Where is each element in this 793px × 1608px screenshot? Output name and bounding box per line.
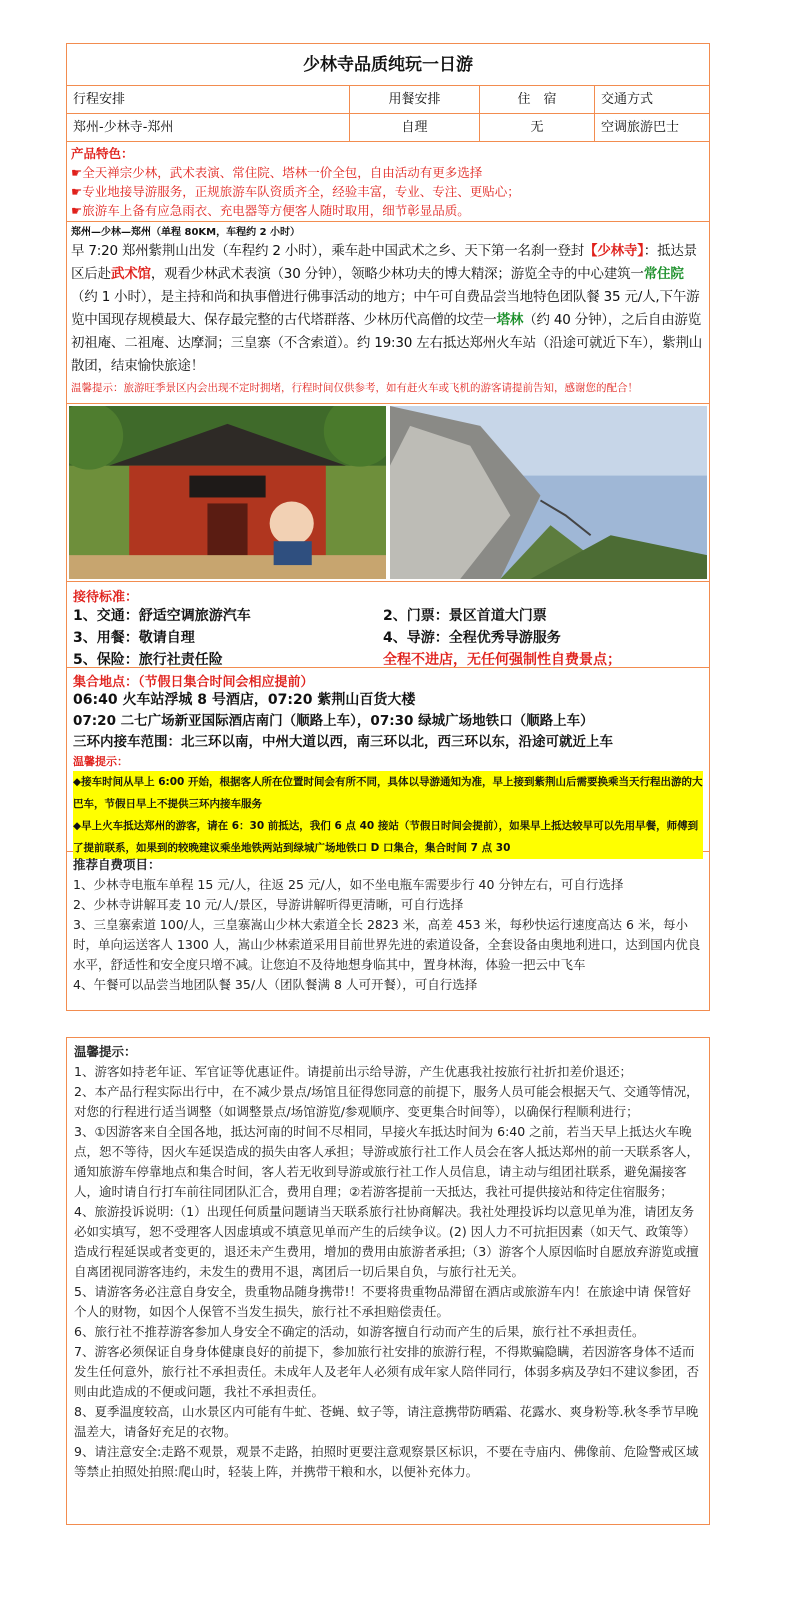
itinerary-text: ，观看少林武术表演（30 分钟），领略少林功夫的博大精深；游览全寺的中心建筑一: [150, 266, 644, 282]
itinerary-subtitle: 郑州—少林—郑州（单程 80KM，车程约 2 小时）: [71, 227, 301, 238]
standards-heading: 接待标准：: [73, 590, 139, 605]
itinerary-warm-tip: 温馨提示：旅游旺季景区内会出现不定时拥堵，行程时间仅供参考，如有赶火车或飞机的游客请提前告知，感谢您的配合！: [71, 382, 638, 394]
standards-section: [67, 582, 709, 668]
meeting-heading: 集合地点：（节假日集合时间会相应提前）: [73, 675, 314, 690]
tip-item: 3、①因游客来自全国各地，抵达河南的时间不尽相同，早接火车抵达时间为 6:40 之前，若当天早上抵达火车晚点，恕不等待，因火车延误造成的损失由客人承担；导游或旅行社工作人员会在客人抵达郑州的前一天联系客人，通知旅游车停靠地点和集合时间，客人若无收到导游或旅行社工作人员信息，请主动与组团社联系，避免漏接客人，逾时请自行打车前往同团队汇合，费用自理；②若游客提前一天抵达，我社可提供接站和待定住宿服务；: [74, 1124, 700, 1199]
features-section: [67, 142, 709, 222]
meeting-highlight: ◆接车时间从早上 6:00 开始，根据客人所在位置时间会有所不同，具体以导游通知为准，早上接到紫荆山后需要换乘当天行程出游的大巴车，节假日早上不提供三环内接车服务: [73, 771, 703, 815]
recommend-item: 4、午餐可以品尝当地团队餐 35/人（团队餐满 8 人可开餐），可自行选择: [73, 977, 478, 992]
itinerary-section: [67, 222, 709, 404]
tip-item: 1、游客如持老年证、军官证等优惠证件。请提前出示给导游，产生优惠我社按旅行社折扣差价退还；: [74, 1064, 632, 1079]
standard-item: 2、门票：景区首道大门票: [383, 608, 547, 624]
itinerary-text: ：抵达景区后赴: [71, 243, 697, 282]
header-itinerary: 行程安排: [67, 86, 350, 113]
itinerary-highlight: 【少林寺】: [584, 243, 644, 259]
header-transport: 交通方式: [601, 92, 654, 107]
summary-route: 郑州-少林寺-郑州: [67, 114, 350, 141]
standard-item: 3、用餐：敬请自理: [73, 630, 195, 646]
tour-card: [66, 43, 710, 1011]
header-meal: 用餐安排: [350, 86, 480, 113]
summary-hotel: 无: [480, 114, 595, 141]
pickup-range: 三环内接车范围：北三环以南，中州大道以西，南三环以北，西三环以东，沿途可就近上车: [73, 734, 613, 750]
recommend-item: 2、少林寺讲解耳麦 10 元/人/景区，导游讲解听得更清晰，可自行选择: [73, 897, 464, 912]
header-row: [67, 86, 709, 114]
features-heading: 产品特色：: [71, 146, 134, 161]
recommend-heading: 推荐自费项目：: [73, 857, 161, 872]
meeting-highlight: ◆早上火车抵达郑州的游客，请在 6：30 前抵达，我们 6 点 40 接站（节假日时间会提前），如果早上抵达较早可以先用早餐，师傅到了提前联系，如果到的较晚建议乘坐地铁两站到绿城广场地铁口 D 口集合，集合时间 7 点 30: [73, 815, 703, 859]
meeting-line: 07:20 二七广场新亚国际酒店南门（顺路上车），07:30 绿城广场地铁口（顺路上车）: [73, 713, 594, 729]
feature-item: ☛专业地接导游服务，正规旅游车队资质齐全，经验丰富，专业、专注、更贴心；: [71, 184, 520, 199]
itinerary-text: 早 7:20 郑州紫荆山出发（车程约 2 小时），乘车赴中国武术之乡、天下第一名刹一登封: [71, 243, 585, 259]
itinerary-highlight: 常住院: [643, 266, 684, 282]
summary-meal: 自理: [350, 114, 480, 141]
temple-photo: [69, 406, 386, 579]
no-shopping-note: 全程不进店，无任何强制性自费景点；: [383, 652, 621, 668]
summary-row: [67, 114, 709, 142]
summary-transport: 空调旅游巴士: [601, 120, 680, 135]
itinerary-text: （约 1 小时），是主持和尚和执事僧进行佛事活动的地方；中午可自费品尝当地特色团队餐 35 元/人,下午游览中国现存规模最大、保存最完整的古代塔群落、少林历代高僧的坟茔一: [71, 289, 700, 328]
meeting-line: 06:40 火车站浮城 8 号酒店，07:20 紫荆山百货大楼: [73, 692, 416, 708]
meeting-warm-heading: 温馨提示：: [73, 755, 128, 768]
header-hotel: 住 宿: [480, 86, 595, 113]
tip-item: 9、请注意安全:走路不观景，观景不走路，拍照时更要注意观察景区标识，不要在寺庙内、佛像前、危险警戒区域等禁止拍照处拍照:爬山时，轻装上阵，并携带干粮和水，以便补充体力。: [74, 1444, 699, 1479]
itinerary-body: [71, 240, 705, 378]
tips-heading: 温馨提示：: [74, 1044, 137, 1059]
tips-body: [67, 1038, 709, 1486]
standard-item: 1、交通：舒适空调旅游汽车: [73, 608, 251, 624]
page-title: 少林寺品质纯玩一日游: [67, 44, 709, 86]
mountain-photo: [390, 406, 707, 579]
tip-item: 7、游客必须保证自身身体健康良好的前提下，参加旅行社安排的旅游行程，不得欺骗隐瞒，若因游客身体不适而发生任何意外，旅行社不承担责任。未成年人及老年人必须有成年家人陪伴同行，体弱多病及孕妇不建议参团，否则由此造成的不便或问题，我社不承担责任。: [74, 1344, 700, 1399]
recommend-item: 1、少林寺电瓶车单程 15 元/人，往返 25 元/人，如不坐电瓶车需要步行 40 分钟左右，可自行选择: [73, 877, 624, 892]
standards-grid: [73, 607, 703, 670]
feature-item: ☛旅游车上备有应急雨衣、充电器等方便客人随时取用，细节彰显品质。: [71, 203, 470, 218]
meeting-section: [67, 668, 709, 852]
tip-item: 5、请游客务必注意自身安全，贵重物品随身携带!！不要将贵重物品滞留在酒店或旅游车内！在旅途中请 保管好个人的财物，如因个人保管不当发生损失，旅行社不承担赔偿责任。: [74, 1284, 691, 1319]
standard-item: 4、导游：全程优秀导游服务: [383, 630, 561, 646]
tip-item: 2、本产品行程实际出行中，在不减少景点/场馆且征得您同意的前提下，服务人员可能会根据天气、交通等情况，对您的行程进行适当调整（如调整景点/场馆游览/参观顺序、变更集合时间等），以确保行程顺利进行；: [74, 1084, 699, 1119]
feature-item: ☛全天禅宗少林，武术表演、常住院、塔林一价全包，自由活动有更多选择: [71, 165, 483, 180]
photo-strip: [67, 404, 709, 582]
itinerary-highlight: 塔林: [496, 312, 524, 328]
tip-item: 4、旅游投诉说明:（1）出现任何质量问题请当天联系旅行社协商解决。我社处理投诉均以意见单为准，请团友务必如实填写，恕不受理客人因虚填或不填意见单而产生的后续争议。(2) 因人力不可抗拒因素（如天气、政策等）造成行程延误或者变更的，退还未产生费用，增加的费用由旅游者承担;（3）游客个人原因临时自愿放弃游览或擅自离团视同游客违约，未发生的费用不退，离团后一切后果自负，与旅行社无关。: [74, 1204, 699, 1279]
standard-item: 5、保险：旅行社责任险: [73, 652, 223, 668]
tip-item: 8、夏季温度较高，山水景区内可能有牛虻、苍蝇、蚊子等，请注意携带防晒霜、花露水、爽身粉等.秋冬季节早晚温差大，请备好充足的衣物。: [74, 1404, 699, 1439]
recommend-item: 3、三皇寨索道 100/人，三皇寨嵩山少林大索道全长 2823 米，高差 453 米，每秒快运行速度高达 6 米，每小时，单向运送客人 1300 人，嵩山少林索道采用目前世界先进的索道设备，全套设备由奥地利进口，达到国内优良水平，舒适性和安全度只增不减。让您迫不及待地想身临其中，置身林海，体验一把云中飞车: [73, 917, 701, 972]
tip-item: 6、旅行社不推荐游客参加人身安全不确定的活动，如游客擅自行动而产生的后果，旅行社不承担责任。: [74, 1324, 645, 1339]
recommend-section: [67, 852, 709, 992]
tips-card: [66, 1037, 710, 1525]
itinerary-highlight: 武术馆: [110, 266, 151, 282]
itinerary-text: （约 40 分钟），之后自由游览初祖庵、二祖庵、达摩洞；三皇寨（不含索道）。约 19:30 左右抵达郑州火车站（沿途可就近下车），紫荆山散团，结束愉快旅途！: [71, 312, 703, 374]
